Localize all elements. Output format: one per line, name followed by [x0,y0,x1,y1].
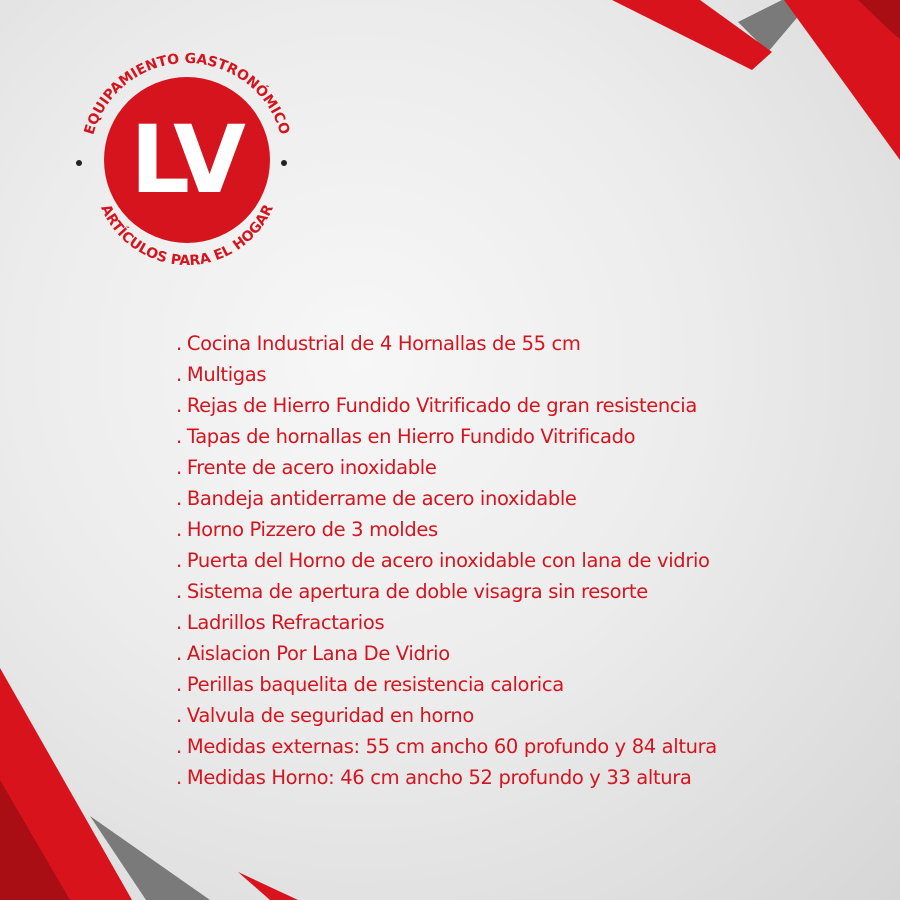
ribbon-top-right-red-shade [858,0,900,40]
logo-monogram: LV [130,106,242,215]
feature-text: Medidas Horno: 46 cm ancho 52 profundo y 33 altura [186,766,692,789]
feature-item [176,390,876,421]
feature-text: Valvula de seguridad en horno [186,704,474,727]
ribbon-top-right-red-right [784,0,900,160]
feature-list [176,328,876,793]
feature-text: Multigas [186,363,267,386]
feature-text: Puerta del Horno de acero inoxidable con lana de vidrio [186,549,710,572]
feature-item [176,638,876,669]
feature-text: Cocina Industrial de 4 Hornallas de 55 cm [186,332,581,355]
ribbon-bottom-left-red [0,668,132,900]
feature-text: Ladrillos Refractarios [186,611,385,634]
feature-bullet: . [176,704,182,727]
feature-bullet: . [176,487,182,510]
feature-item [176,731,876,762]
feature-bullet: . [176,518,182,541]
feature-text: Bandeja antiderrame de acero inoxidable [186,487,577,510]
feature-bullet: . [176,456,182,479]
ribbon-top-right-red-left [612,0,772,70]
feature-bullet: . [176,425,182,448]
feature-bullet: . [176,549,182,572]
feature-text: Horno Pizzero de 3 moldes [186,518,438,541]
logo-top-arc-text: EQUIPAMIENTO GASTRONÓMICO [81,50,293,137]
ribbon-bottom-left-red-small [238,872,298,900]
feature-bullet: . [176,394,182,417]
ribbon-bottom-left-shade [0,780,70,900]
feature-item [176,576,876,607]
feature-item [176,328,876,359]
feature-text: Perillas baquelita de resistencia calorica [186,673,564,696]
feature-item [176,545,876,576]
feature-bullet: . [176,611,182,634]
feature-item [176,762,876,793]
feature-text: Frente de acero inoxidable [186,456,437,479]
brand-logo [62,32,312,282]
feature-item [176,514,876,545]
feature-text: Aislacion Por Lana De Vidrio [186,642,450,665]
feature-text: Sistema de apertura de doble visagra sin resorte [186,580,648,603]
feature-item [176,359,876,390]
feature-item [176,483,876,514]
ribbon-bottom-left-gray [90,816,210,900]
logo-dot-left [76,160,82,166]
feature-text: Tapas de hornallas en Hierro Fundido Vitrificado [186,425,636,448]
feature-item [176,452,876,483]
feature-text: Rejas de Hierro Fundido Vitrificado de gran resistencia [186,394,697,417]
feature-bullet: . [176,642,182,665]
feature-text: Medidas externas: 55 cm ancho 60 profundo y 84 altura [186,735,717,758]
feature-bullet: . [176,332,182,355]
feature-item [176,669,876,700]
feature-item [176,421,876,452]
ribbon-top-right-gray [738,0,812,52]
feature-bullet: . [176,766,182,789]
feature-bullet: . [176,363,182,386]
feature-bullet: . [176,580,182,603]
feature-bullet: . [176,673,182,696]
feature-item [176,700,876,731]
feature-bullet: . [176,735,182,758]
logo-dot-right [281,160,287,166]
logo-bottom-arc-text: ARTÍCULOS PARA EL HOGAR [97,202,277,270]
feature-item [176,607,876,638]
